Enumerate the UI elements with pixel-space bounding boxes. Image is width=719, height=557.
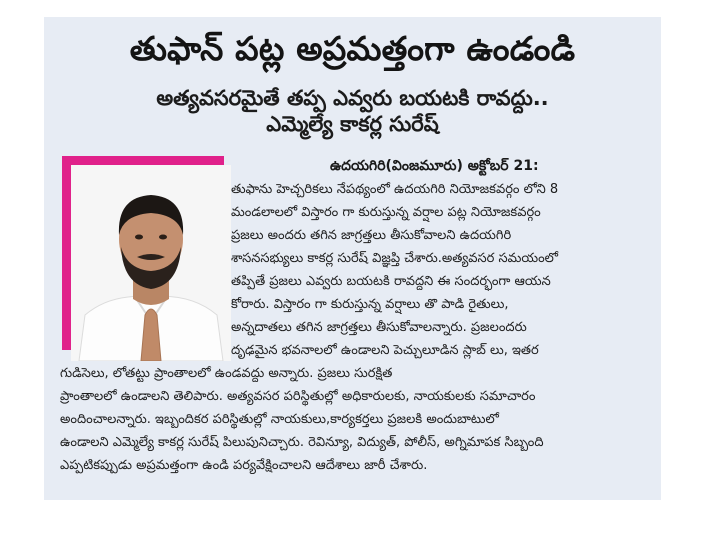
body-line: గుడిసెలు, లోతట్టు ప్రాంతాలలో ఉండవద్దు అన్నారు. ప్రజలు సురక్షిత <box>60 366 393 381</box>
body-line: అన్నదాతలు తగిన జాగ్రత్తలు తీసుకోవాలన్నారు. ప్రజలందరు <box>231 320 527 335</box>
body-line: కోరారు. విస్తారం గా కురుస్తున్న వర్షాలు తొ పాడి రైతులు, <box>231 297 509 312</box>
dateline: ఉదయగిరి(వింజమూరు) అక్టోబర్ 21: <box>330 158 539 174</box>
body-line: దృఢమైన భవనాలలో ఉండాలని పెచ్చులూడిన స్లాబ్ లు, ఇతర <box>231 343 539 358</box>
body-line: శాసనసభ్యులు కాకర్ల సురేష్ విజ్ఞప్తి చేశారు.అత్యవసర సమయంలో <box>231 251 559 266</box>
news-clipping <box>44 17 661 500</box>
article-body <box>44 17 661 500</box>
body-line: ఉండాలని ఎమ్మెల్యే కాకర్ల సురేష్ పిలుపునిచ్చారు. రెవిన్యూ, విద్యుత్, పోలీస్, అగ్నిమాపక సిబ్బంది <box>60 435 544 450</box>
body-line: అందించాలన్నారు. ఇబ్బందికర పరిస్థితుల్లో నాయకులు,కార్యకర్తలు ప్రజలకి అందుబాటులో <box>60 412 499 427</box>
body-line: ఎప్పటికప్పుడు అప్రమత్తంగా ఉండి పర్యవేక్షించాలని ఆదేశాలు జారీ చేశారు. <box>60 458 428 473</box>
body-line: ప్రాంతాలలో ఉండాలని తెలిపారు. అత్యవసర పరిస్థితుల్లో అధికారులకు, నాయకులకు సమాచారం <box>60 389 536 404</box>
body-line: మండలాలలో విస్తారం గా కురుస్తున్న వర్షాల పట్ల నియోజకవర్గం <box>231 205 541 220</box>
body-line: తప్పితే ప్రజలు ఎవ్వరు బయటకి రావద్దని ఈ సందర్భంగా ఆయన <box>231 274 551 289</box>
body-line: ప్రజలు అందరు తగిన జాగ్రత్తలు తీసుకోవాలని ఉదయగిరి <box>231 228 512 243</box>
subheadline-2: ఎమ్మెల్యే కాకర్ల సురేష్ <box>266 112 439 136</box>
subheadline-1: అత్యవసరమైతే తప్ప ఎవ్వరు బయటకి రావద్దు.. <box>156 86 549 110</box>
headline: తుఫాన్ పట్ల అప్రమత్తంగా ఉండండి <box>129 29 576 68</box>
body-line: తుఫాను హెచ్చరికలు నేపథ్యంలో ఉదయగిరి నియోజకవర్గం లోని 8 <box>231 182 559 197</box>
